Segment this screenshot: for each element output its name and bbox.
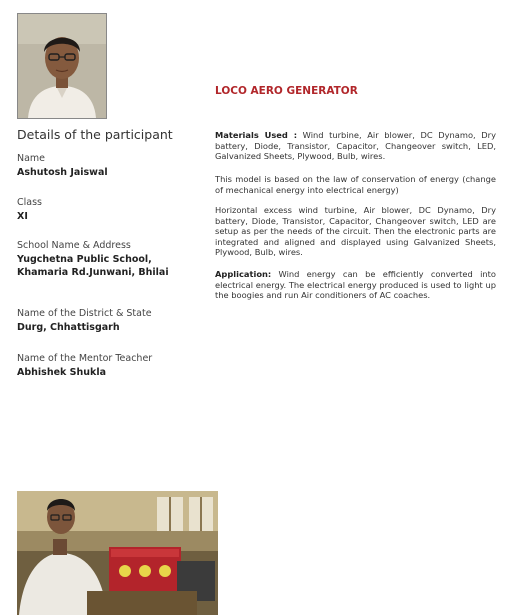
district-field <box>17 308 152 334</box>
model-photo-image <box>17 491 218 615</box>
name-label: Name <box>17 153 46 164</box>
mentor-field <box>17 353 152 379</box>
name-value: Ashutosh Jaiswal <box>17 167 108 178</box>
school-label: School Name & Address <box>17 240 131 251</box>
principle-paragraph: This model is based on the law of conservation of energy (change of mechanical energy into electrical energy) <box>215 174 496 195</box>
mentor-value: Abhishek Shukla <box>17 367 107 378</box>
school-line-1: Yugchetna Public School, <box>17 254 152 265</box>
school-field <box>17 240 169 279</box>
portrait-image <box>18 14 106 118</box>
participant-with-model-photo <box>17 491 218 615</box>
school-line-2: Khamaria Rd.Junwani, Bhilai <box>17 267 169 278</box>
application-text: Wind energy can be efficiently converted into electrical energy. The electrical energy produced is used to light up the boogies and run Air conditioners of AC coaches. <box>215 269 496 300</box>
details-heading: Details of the participant <box>17 127 173 142</box>
description-paragraph: Horizontal excess wind turbine, Air blower, DC Dynamo, Dry battery, Diode, Transistor, Capacitor, Changeover switch, LED are setup as per the needs of the circuit. Then the electronic parts are integrated and aligned and displayed using Galvanized Sheets, Plywood, Bulb, wires. <box>215 205 496 257</box>
project-description <box>215 85 496 300</box>
application-lead: Application: <box>215 269 272 279</box>
materials-text: Wind turbine, Air blower, DC Dynamo, Dry battery, Diode, Transistor, Capacitor, Changeover switch, LED, Galvanized Sheets, Plywood, Bulb, wires. <box>215 130 496 161</box>
name-field <box>17 153 108 179</box>
participant-details <box>17 127 207 378</box>
materials-lead: Materials Used : <box>215 130 298 140</box>
materials-paragraph <box>215 130 496 162</box>
mentor-label: Name of the Mentor Teacher <box>17 353 153 364</box>
class-field <box>17 197 42 223</box>
participant-portrait-photo <box>17 13 107 119</box>
class-value: XI <box>17 211 28 222</box>
application-paragraph <box>215 269 496 301</box>
project-title: LOCO AERO GENERATOR <box>215 85 358 97</box>
district-value: Durg, Chhattisgarh <box>17 322 120 333</box>
district-label: Name of the District & State <box>17 308 152 319</box>
class-label: Class <box>17 197 42 208</box>
